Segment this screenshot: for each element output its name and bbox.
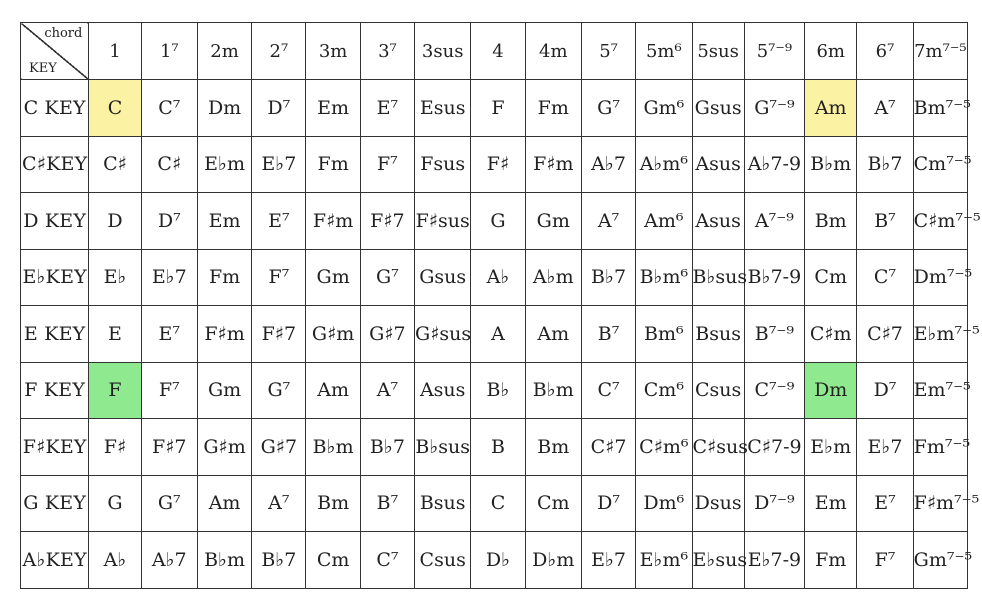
chord-cell: C⁷⁻⁹: [744, 362, 804, 419]
column-header: 1⁷: [141, 23, 197, 80]
chord-cell: E♭: [89, 249, 141, 306]
column-header: 6m: [805, 23, 857, 80]
chord-cell: C♯m⁶: [636, 419, 692, 476]
chord-cell: Em: [805, 475, 857, 532]
chord-cell: A♭m⁶: [636, 136, 692, 193]
chord-cell: A⁷⁻⁹: [744, 193, 804, 250]
chord-cell: A: [471, 306, 525, 363]
chord-cell: G⁷: [360, 249, 414, 306]
key-row: [21, 532, 968, 589]
chord-cell: E♭m: [805, 419, 857, 476]
chord-cell: B♭7: [360, 419, 414, 476]
chord-cell: C♯: [141, 136, 197, 193]
chord-cell: A♭7: [581, 136, 635, 193]
chord-cell: G: [89, 475, 141, 532]
key-label: G KEY: [21, 475, 89, 532]
column-header: 3m: [306, 23, 360, 80]
chord-cell: C⁷: [360, 532, 414, 589]
chord-cell: Cm⁶: [636, 362, 692, 419]
chord-cell: B♭7-9: [744, 249, 804, 306]
chord-cell: A⁷: [581, 193, 635, 250]
corner-key-label: KEY: [29, 61, 57, 76]
chord-table: [20, 22, 981, 589]
chord-cell: A⁷: [857, 80, 913, 137]
chord-cell: B♭7: [857, 136, 913, 193]
chord-cell: Am: [197, 475, 251, 532]
key-row: [21, 306, 968, 363]
chord-cell: Dm: [197, 80, 251, 137]
chord-cell: Cm⁷⁻⁵: [913, 136, 967, 193]
chord-cell: Dm⁶: [636, 475, 692, 532]
chord-cell: E⁷: [252, 193, 306, 250]
chord-cell: Gsus: [415, 249, 471, 306]
chord-cell: A♭7: [141, 532, 197, 589]
key-label: F KEY: [21, 362, 89, 419]
key-label: A♭KEY: [21, 532, 89, 589]
chord-cell: Am⁶: [636, 193, 692, 250]
chord-cell: E♭m⁶: [636, 532, 692, 589]
chord-cell: A♭7-9: [744, 136, 804, 193]
chord-cell: C: [471, 475, 525, 532]
chord-cell: Cm: [805, 249, 857, 306]
chord-cell: B♭m: [805, 136, 857, 193]
column-header: 5⁷⁻⁹: [744, 23, 804, 80]
chord-cell: E♭7: [141, 249, 197, 306]
chord-cell: C⁷: [581, 362, 635, 419]
chord-cell: C♯7-9: [744, 419, 804, 476]
column-header: 3⁷: [360, 23, 414, 80]
chord-cell: Gm: [306, 249, 360, 306]
key-row: [21, 475, 968, 532]
chord-cell: G♯7: [252, 419, 306, 476]
chord-cell: E♭7: [581, 532, 635, 589]
chord-cell: Fm: [306, 136, 360, 193]
chord-cell: C♯7: [857, 306, 913, 363]
key-label: E KEY: [21, 306, 89, 363]
chord-cell: Asus: [692, 193, 744, 250]
chord-cell: F⁷: [857, 532, 913, 589]
key-label: F♯KEY: [21, 419, 89, 476]
chord-cell: Gm: [525, 193, 581, 250]
column-header: 5⁷: [581, 23, 635, 80]
chord-cell: F♯m: [525, 136, 581, 193]
chord-cell: A♭m: [525, 249, 581, 306]
chord-cell: G♯sus: [415, 306, 471, 363]
chord-cell: B♭m⁶: [636, 249, 692, 306]
chord-cell: D: [89, 193, 141, 250]
column-header: 3sus: [415, 23, 471, 80]
chord-cell: Am: [805, 80, 857, 137]
column-header: 7m⁷⁻⁵: [913, 23, 967, 80]
chord-cell: D⁷⁻⁹: [744, 475, 804, 532]
chord-cell: G♯m: [306, 306, 360, 363]
key-row: [21, 249, 968, 306]
chord-cell: E⁷: [360, 80, 414, 137]
chord-cell: D♭m: [525, 532, 581, 589]
chord-cell: G⁷⁻⁹: [744, 80, 804, 137]
key-label: D KEY: [21, 193, 89, 250]
chord-cell: Am: [525, 306, 581, 363]
chord-cell: E♭m⁷⁻⁵: [913, 306, 967, 363]
column-header: 2m: [197, 23, 251, 80]
chord-cell: C♯m: [805, 306, 857, 363]
chord-cell: Dm⁷⁻⁵: [913, 249, 967, 306]
chord-cell: Bm⁶: [636, 306, 692, 363]
chord-cell: Dm: [805, 362, 857, 419]
chord-cell: E⁷: [141, 306, 197, 363]
key-row: [21, 136, 968, 193]
chord-cell: C♯sus: [692, 419, 744, 476]
chord-cell: Bm: [805, 193, 857, 250]
key-label: C KEY: [21, 80, 89, 137]
chord-cell: B♭m: [525, 362, 581, 419]
chord-cell: B⁷: [360, 475, 414, 532]
chord-cell: E⁷: [857, 475, 913, 532]
chord-cell: C⁷: [141, 80, 197, 137]
chord-cell: A⁷: [252, 475, 306, 532]
chord-cell: D⁷: [141, 193, 197, 250]
column-header: 5sus: [692, 23, 744, 80]
chord-cell: Esus: [415, 80, 471, 137]
key-row: [21, 193, 968, 250]
chord-body: [21, 80, 981, 589]
chord-cell: F♯7: [360, 193, 414, 250]
chord-cell: Bm: [306, 475, 360, 532]
chord-cell: Cm: [306, 532, 360, 589]
chord-cell: F♯m: [197, 306, 251, 363]
chord-cell: A♭: [471, 249, 525, 306]
chord-cell: E♭7: [857, 419, 913, 476]
chord-cell: Bm⁷⁻⁵: [913, 80, 967, 137]
chord-cell: Bsus: [692, 306, 744, 363]
chord-cell: C: [89, 80, 141, 137]
chord-cell: G⁷: [252, 362, 306, 419]
column-header: 4m: [525, 23, 581, 80]
chord-cell: Gm⁶: [636, 80, 692, 137]
chord-cell: F♯7: [141, 419, 197, 476]
chord-cell: B♭sus: [415, 419, 471, 476]
chord-cell: B♭sus: [692, 249, 744, 306]
chord-cell: E: [89, 306, 141, 363]
corner-cell: [21, 23, 89, 80]
chord-cell: E♭7: [252, 136, 306, 193]
chord-cell: B⁷⁻⁹: [744, 306, 804, 363]
column-header: 1: [89, 23, 141, 80]
chord-cell: B⁷: [581, 306, 635, 363]
chord-cell: D⁷: [857, 362, 913, 419]
chord-cell: Em: [306, 80, 360, 137]
chord-cell: Em: [197, 193, 251, 250]
chord-cell: F⁷: [141, 362, 197, 419]
chord-cell: A⁷: [360, 362, 414, 419]
key-label: C♯KEY: [21, 136, 89, 193]
chord-cell: G⁷: [581, 80, 635, 137]
chord-cell: B♭: [471, 362, 525, 419]
chord-cell: Csus: [415, 532, 471, 589]
chord-cell: F⁷: [252, 249, 306, 306]
chord-cell: F♯m⁷⁻⁵: [913, 475, 967, 532]
chord-cell: C⁷: [857, 249, 913, 306]
chord-cell: G: [471, 193, 525, 250]
chord-cell: Em⁷⁻⁵: [913, 362, 967, 419]
chord-cell: Cm: [525, 475, 581, 532]
corner-chord-label: chord: [44, 26, 83, 41]
chord-cell: B⁷: [857, 193, 913, 250]
chord-cell: B♭7: [252, 532, 306, 589]
chord-cell: Fsus: [415, 136, 471, 193]
chord-cell: D⁷: [252, 80, 306, 137]
chord-cell: G♯m: [197, 419, 251, 476]
chord-cell: C♯7: [581, 419, 635, 476]
header-row: [21, 23, 968, 80]
column-header: 5m⁶: [636, 23, 692, 80]
chord-cell: Csus: [692, 362, 744, 419]
chord-cell: E♭7-9: [744, 532, 804, 589]
chord-cell: F♯sus: [415, 193, 471, 250]
chord-cell: F⁷: [360, 136, 414, 193]
key-label: E♭KEY: [21, 249, 89, 306]
chord-cell: B♭7: [581, 249, 635, 306]
chord-cell: Asus: [415, 362, 471, 419]
key-row: [21, 80, 968, 137]
chord-cell: Asus: [692, 136, 744, 193]
chord-cell: C♯: [89, 136, 141, 193]
chord-cell: D⁷: [581, 475, 635, 532]
chord-cell: G♯7: [360, 306, 414, 363]
chord-cell: Bsus: [415, 475, 471, 532]
chord-cell: E♭m: [197, 136, 251, 193]
chord-cell: Bm: [525, 419, 581, 476]
column-header: 4: [471, 23, 525, 80]
chord-cell: F♯: [89, 419, 141, 476]
column-header: 6⁷: [857, 23, 913, 80]
chord-cell: C♯m⁷⁻⁵: [913, 193, 967, 250]
chord-cell: Dsus: [692, 475, 744, 532]
chord-cell: F♯m: [306, 193, 360, 250]
chord-cell: F: [89, 362, 141, 419]
chord-cell: D♭: [471, 532, 525, 589]
chord-cell: Gm: [197, 362, 251, 419]
key-row: [21, 419, 968, 476]
chord-cell: A♭: [89, 532, 141, 589]
key-row: [21, 362, 968, 419]
chord-cell: F: [471, 80, 525, 137]
chord-cell: G⁷: [141, 475, 197, 532]
chord-cell: B♭m: [306, 419, 360, 476]
chord-cell: E♭sus: [692, 532, 744, 589]
chord-cell: Fm: [525, 80, 581, 137]
chord-cell: F♯: [471, 136, 525, 193]
chord-cell: Fm⁷⁻⁵: [913, 419, 967, 476]
chord-cell: B: [471, 419, 525, 476]
chord-cell: F♯7: [252, 306, 306, 363]
chord-cell: Gsus: [692, 80, 744, 137]
column-header: 2⁷: [252, 23, 306, 80]
chord-cell: Fm: [197, 249, 251, 306]
chord-cell: Gm⁷⁻⁵: [913, 532, 967, 589]
chord-cell: B♭m: [197, 532, 251, 589]
chord-cell: Am: [306, 362, 360, 419]
chord-cell: Fm: [805, 532, 857, 589]
